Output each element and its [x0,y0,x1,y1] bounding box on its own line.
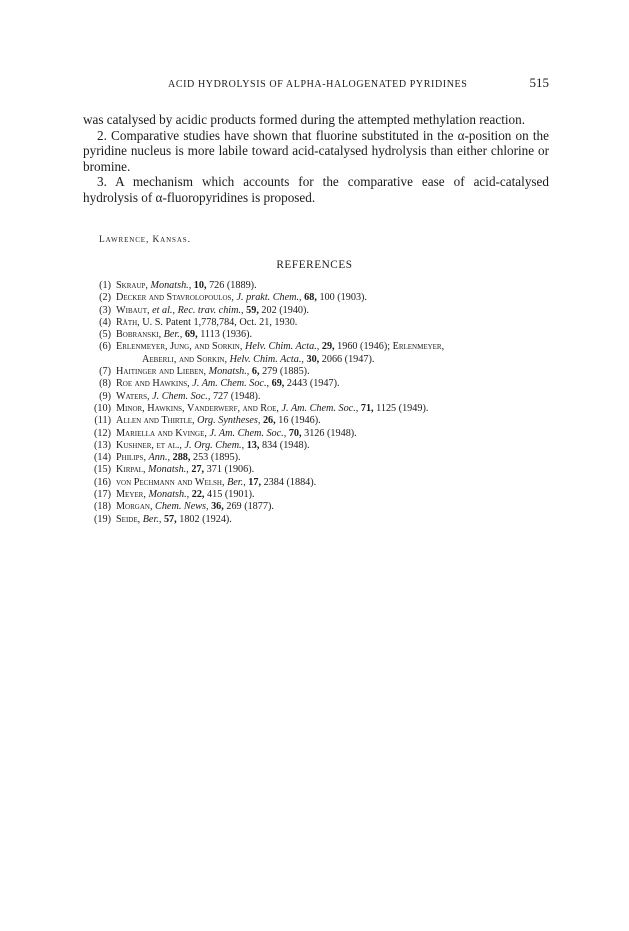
reference-number: (6) [99,341,111,353]
reference-number: (10) [94,402,111,414]
reference-number: (13) [94,439,111,451]
reference-item [90,489,560,501]
reference-text: von Pechmann and Welsh, Ber., 17, 2384 (1884). [116,476,317,488]
reference-item [90,403,560,415]
reference-number: (11) [94,415,111,427]
reference-number: (9) [99,390,111,402]
reference-text: Bobranski, Ber., 69, 1113 (1936). [116,329,253,341]
reference-item [90,378,560,390]
reference-text: Räth, U. S. Patent 1,778,784, Oct. 21, 1930. [116,316,298,328]
reference-item [90,514,560,526]
reference-text: Philips, Ann., 288, 253 (1895). [116,452,241,464]
reference-item [90,464,560,476]
reference-item [90,440,560,452]
reference-list [90,280,560,526]
reference-item [90,428,560,440]
reference-item [90,391,560,403]
reference-item [90,305,560,317]
reference-text: Seide, Ber., 57, 1802 (1924). [116,513,232,525]
reference-number: (3) [99,304,111,316]
reference-item [90,452,560,464]
reference-item [90,341,560,353]
author-location: Lawrence, Kansas. [99,235,191,245]
reference-number: (15) [94,464,111,476]
reference-text: Aeberli, and Sorkin, Helv. Chim. Acta., 30, 2066 (1947). [142,353,375,365]
reference-text: Mariella and Kvinge, J. Am. Chem. Soc., 70, 3126 (1948). [116,427,357,439]
reference-text: Haitinger and Lieben, Monatsh., 6, 279 (1885). [116,366,310,378]
reference-text: Allen and Thirtle, Org. Syntheses, 26, 16 (1946). [116,415,321,427]
reference-number: (4) [99,316,111,328]
running-title: ACID HYDROLYSIS OF ALPHA-HALOGENATED PYRIDINES [168,79,468,90]
reference-item [90,477,560,489]
reference-text: Wibaut, et al., Rec. trav. chim., 59, 202 (1940). [116,304,309,316]
reference-text: Erlenmeyer, Jung, and Sorkin, Helv. Chim. Acta., 29, 1960 (1946); Erlenmeyer, [116,341,445,353]
reference-number: (19) [94,513,111,525]
reference-text: Waters, J. Chem. Soc., 727 (1948). [116,390,261,402]
reference-text: Roe and Hawkins, J. Am. Chem. Soc., 69, 2443 (1947). [116,378,340,390]
reference-text: Skraup, Monatsh., 10, 726 (1889). [116,280,257,291]
reference-number: (18) [94,501,111,513]
reference-item [90,317,560,329]
reference-item [90,280,560,292]
reference-item [90,329,560,341]
reference-item [90,415,560,427]
paragraph-conclusion-3: 3. A mechanism which accounts for the comparative ease of acid-catalysed hydrolysis of α-fluoropyridines is proposed. [83,174,549,205]
reference-number: (12) [94,427,111,439]
reference-number: (8) [99,378,111,390]
reference-text: Kushner, et al., J. Org. Chem., 13, 834 (1948). [116,439,310,451]
reference-item [90,292,560,304]
reference-number: (16) [94,476,111,488]
paragraph-continuation: was catalysed by acidic products formed during the attempted methylation reaction. [83,112,526,127]
reference-text: Meyer, Monatsh., 22, 415 (1901). [116,489,255,501]
reference-item [90,501,560,513]
running-head [168,75,549,91]
reference-number: (17) [94,489,111,501]
reference-text: Morgan, Chem. News, 36, 269 (1877). [116,501,274,513]
reference-number: (2) [99,292,111,304]
body-text [83,112,549,206]
reference-item [90,366,560,378]
reference-number: (7) [99,366,111,378]
references-heading: REFERENCES [276,259,353,271]
reference-text: Kirpal, Monatsh., 27, 371 (1906). [116,464,255,476]
reference-item-continuation [90,354,560,366]
reference-number: (14) [94,452,111,464]
reference-number: (5) [99,329,111,341]
reference-text: Decker and Stavrolopoulos, J. prakt. Chem., 68, 100 (1903). [116,292,367,304]
reference-number: (1) [99,280,111,291]
page-number: 515 [529,75,549,90]
paragraph-conclusion-2: 2. Comparative studies have shown that fluorine substituted in the α-position on the pyridine nucleus is more labile toward acid-catalysed hydrolysis than either chlorine or bromine. [83,127,549,174]
reference-text: Minor, Hawkins, Vanderwerf, and Roe, J. Am. Chem. Soc., 71, 1125 (1949). [116,402,429,414]
